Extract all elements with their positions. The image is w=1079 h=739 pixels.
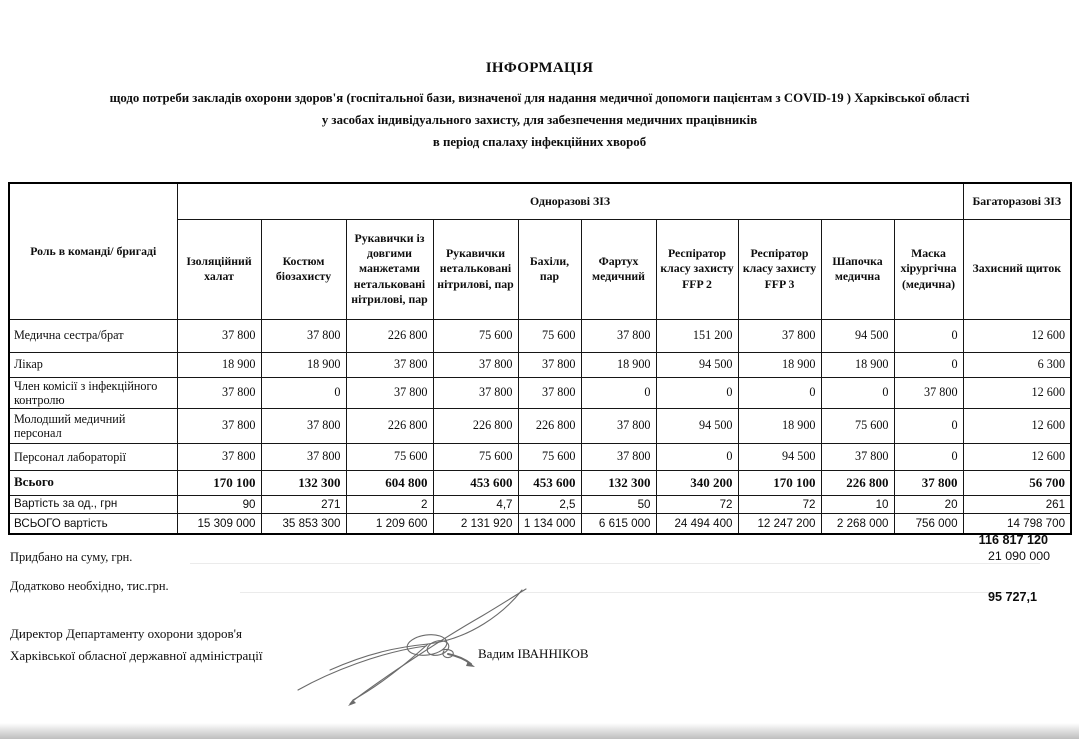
cell-value: 0 bbox=[261, 377, 346, 408]
document-subtitle-3: в період спалаху інфекційних хвороб bbox=[432, 135, 647, 149]
row-label: Вартість за од., грн bbox=[9, 495, 177, 513]
table-row bbox=[9, 470, 1071, 495]
cell-value: 90 bbox=[177, 495, 261, 513]
cell-value: 37 800 bbox=[518, 352, 581, 377]
cell-value: 37 800 bbox=[261, 408, 346, 443]
cell-value: 37 800 bbox=[894, 377, 963, 408]
column-header-isolation-gown: Ізоляційний халат bbox=[177, 219, 261, 319]
column-header-shoe-covers: Бахіли, пар bbox=[518, 219, 581, 319]
cell-value: 151 200 bbox=[656, 319, 738, 352]
cell-value: 94 500 bbox=[656, 352, 738, 377]
cell-value: 37 800 bbox=[261, 443, 346, 470]
cell-value: 18 900 bbox=[738, 408, 821, 443]
cell-value: 20 bbox=[894, 495, 963, 513]
cell-value: 0 bbox=[581, 377, 656, 408]
cell-value: 604 800 bbox=[346, 470, 433, 495]
column-header-respirator-ffp2: Респіратор класу захисту FFP 2 bbox=[656, 219, 738, 319]
document-subtitle-2: у засобах індивідуального захисту, для забезпечення медичних працівників bbox=[321, 113, 758, 127]
cell-value: 453 600 bbox=[518, 470, 581, 495]
cell-value: 75 600 bbox=[518, 319, 581, 352]
cell-value: 4,7 bbox=[433, 495, 518, 513]
cell-value: 2 bbox=[346, 495, 433, 513]
table-row bbox=[9, 377, 1071, 408]
cell-value: 0 bbox=[894, 408, 963, 443]
cell-value: 75 600 bbox=[433, 319, 518, 352]
cell-value: 226 800 bbox=[821, 470, 894, 495]
cell-value: 226 800 bbox=[433, 408, 518, 443]
signatory-position-line-1: Директор Департаменту охорони здоров'я bbox=[10, 626, 242, 641]
cell-value: 132 300 bbox=[261, 470, 346, 495]
cell-value: 37 800 bbox=[177, 408, 261, 443]
grand-total-value: 116 817 120 bbox=[978, 533, 1048, 547]
cell-value: 37 800 bbox=[433, 377, 518, 408]
table-row bbox=[9, 513, 1071, 534]
document-title-block bbox=[0, 60, 1079, 153]
cell-value: 261 bbox=[963, 495, 1071, 513]
column-header-face-shield: Захисний щиток bbox=[963, 219, 1071, 319]
cell-value: 6 615 000 bbox=[581, 513, 656, 534]
cell-value: 170 100 bbox=[177, 470, 261, 495]
cell-value: 0 bbox=[821, 377, 894, 408]
group-header-reusable: Багаторазові ЗІЗ bbox=[963, 183, 1071, 219]
table-body bbox=[9, 319, 1071, 534]
table-row bbox=[9, 408, 1071, 443]
cell-value: 453 600 bbox=[433, 470, 518, 495]
cell-value: 37 800 bbox=[346, 377, 433, 408]
cell-value: 18 900 bbox=[821, 352, 894, 377]
cell-value: 37 800 bbox=[346, 352, 433, 377]
cell-value: 37 800 bbox=[261, 319, 346, 352]
cell-value: 12 247 200 bbox=[738, 513, 821, 534]
cell-value: 0 bbox=[738, 377, 821, 408]
row-label: Член комісії з інфекційного контролю bbox=[9, 377, 177, 408]
cell-value: 37 800 bbox=[177, 443, 261, 470]
additional-needed-label: Додатково необхідно, тис.грн. bbox=[10, 579, 169, 593]
column-header-respirator-ffp3: Респіратор класу захисту FFP 3 bbox=[738, 219, 821, 319]
cell-value: 72 bbox=[656, 495, 738, 513]
cell-value: 18 900 bbox=[581, 352, 656, 377]
cell-value: 226 800 bbox=[518, 408, 581, 443]
group-header-disposable: Одноразові ЗІЗ bbox=[177, 183, 963, 219]
cell-value: 75 600 bbox=[346, 443, 433, 470]
table-row bbox=[9, 352, 1071, 377]
cell-value: 0 bbox=[894, 352, 963, 377]
column-header-medical-apron: Фартух медичний bbox=[581, 219, 656, 319]
cell-value: 94 500 bbox=[738, 443, 821, 470]
column-header-nitrile-gloves: Рукавички нетальковані нітрилові, пар bbox=[433, 219, 518, 319]
cell-value: 0 bbox=[894, 319, 963, 352]
row-label: Персонал лабораторії bbox=[9, 443, 177, 470]
cell-value: 37 800 bbox=[177, 377, 261, 408]
cell-value: 75 600 bbox=[821, 408, 894, 443]
cell-value: 12 600 bbox=[963, 377, 1071, 408]
column-header-long-cuff-gloves: Рукавички із довгими манжетами нетальковані нітрилові, пар bbox=[346, 219, 433, 319]
table-row bbox=[9, 495, 1071, 513]
cell-value: 0 bbox=[656, 443, 738, 470]
cell-value: 14 798 700 bbox=[963, 513, 1071, 534]
cell-value: 132 300 bbox=[581, 470, 656, 495]
column-header-biohazard-suit: Костюм біозахисту bbox=[261, 219, 346, 319]
cell-value: 94 500 bbox=[821, 319, 894, 352]
cell-value: 1 209 600 bbox=[346, 513, 433, 534]
cell-value: 75 600 bbox=[518, 443, 581, 470]
cell-value: 756 000 bbox=[894, 513, 963, 534]
cell-value: 226 800 bbox=[346, 319, 433, 352]
cell-value: 2 131 920 bbox=[433, 513, 518, 534]
purchased-amount-value: 21 090 000 bbox=[987, 549, 1050, 563]
purchased-amount-label: Придбано на суму, грн. bbox=[10, 550, 133, 564]
cell-value: 170 100 bbox=[738, 470, 821, 495]
cell-value: 72 bbox=[738, 495, 821, 513]
cell-value: 94 500 bbox=[656, 408, 738, 443]
cell-value: 2 268 000 bbox=[821, 513, 894, 534]
row-label: Лікар bbox=[9, 352, 177, 377]
signatory-name: Вадим ІВАННІКОВ bbox=[478, 646, 589, 661]
signatory-position-line-2: Харківської обласної державної адміністрації bbox=[10, 648, 263, 663]
cell-value: 56 700 bbox=[963, 470, 1071, 495]
cell-value: 340 200 bbox=[656, 470, 738, 495]
cell-value: 18 900 bbox=[738, 352, 821, 377]
column-header-surgical-mask: Маска хірургічна (медична) bbox=[894, 219, 963, 319]
cell-value: 6 300 bbox=[963, 352, 1071, 377]
table-row bbox=[9, 319, 1071, 352]
additional-needed-value: 95 727,1 bbox=[987, 590, 1037, 604]
document-subtitle-1: щодо потреби закладів охорони здоров'я (госпітальної бази, визначеної для надання медичної допомоги пацієнтам з COVID-19 ) Харківської області bbox=[109, 91, 970, 105]
cell-value: 271 bbox=[261, 495, 346, 513]
cell-value: 12 600 bbox=[963, 408, 1071, 443]
scan-hairline bbox=[190, 563, 1040, 564]
cell-value: 12 600 bbox=[963, 443, 1071, 470]
cell-value: 37 800 bbox=[518, 377, 581, 408]
cell-value: 226 800 bbox=[346, 408, 433, 443]
cell-value: 2,5 bbox=[518, 495, 581, 513]
cell-value: 37 800 bbox=[821, 443, 894, 470]
cell-value: 50 bbox=[581, 495, 656, 513]
cell-value: 10 bbox=[821, 495, 894, 513]
cell-value: 37 800 bbox=[581, 408, 656, 443]
cell-value: 35 853 300 bbox=[261, 513, 346, 534]
cell-value: 37 800 bbox=[581, 319, 656, 352]
row-label: Медична сестра/брат bbox=[9, 319, 177, 352]
cell-value: 37 800 bbox=[738, 319, 821, 352]
cell-value: 18 900 bbox=[177, 352, 261, 377]
cell-value: 37 800 bbox=[433, 352, 518, 377]
cell-value: 1 134 000 bbox=[518, 513, 581, 534]
cell-value: 37 800 bbox=[894, 470, 963, 495]
table-row bbox=[9, 443, 1071, 470]
cell-value: 75 600 bbox=[433, 443, 518, 470]
cell-value: 37 800 bbox=[581, 443, 656, 470]
cell-value: 37 800 bbox=[177, 319, 261, 352]
column-header-role: Роль в команді/ бригаді bbox=[9, 183, 177, 319]
column-header-medical-cap: Шапочка медична bbox=[821, 219, 894, 319]
cell-value: 18 900 bbox=[261, 352, 346, 377]
cell-value: 0 bbox=[656, 377, 738, 408]
cell-value: 15 309 000 bbox=[177, 513, 261, 534]
cell-value: 12 600 bbox=[963, 319, 1071, 352]
row-label: ВСЬОГО вартість bbox=[9, 513, 177, 534]
ppe-requirements-table bbox=[8, 182, 1072, 535]
row-label: Всього bbox=[9, 470, 177, 495]
scan-edge-artifact bbox=[0, 723, 1079, 739]
cell-value: 24 494 400 bbox=[656, 513, 738, 534]
row-label: Молодший медичний персонал bbox=[9, 408, 177, 443]
cell-value: 0 bbox=[894, 443, 963, 470]
signature-scribble bbox=[290, 578, 590, 718]
document-title: ІНФОРМАЦІЯ bbox=[485, 60, 594, 76]
